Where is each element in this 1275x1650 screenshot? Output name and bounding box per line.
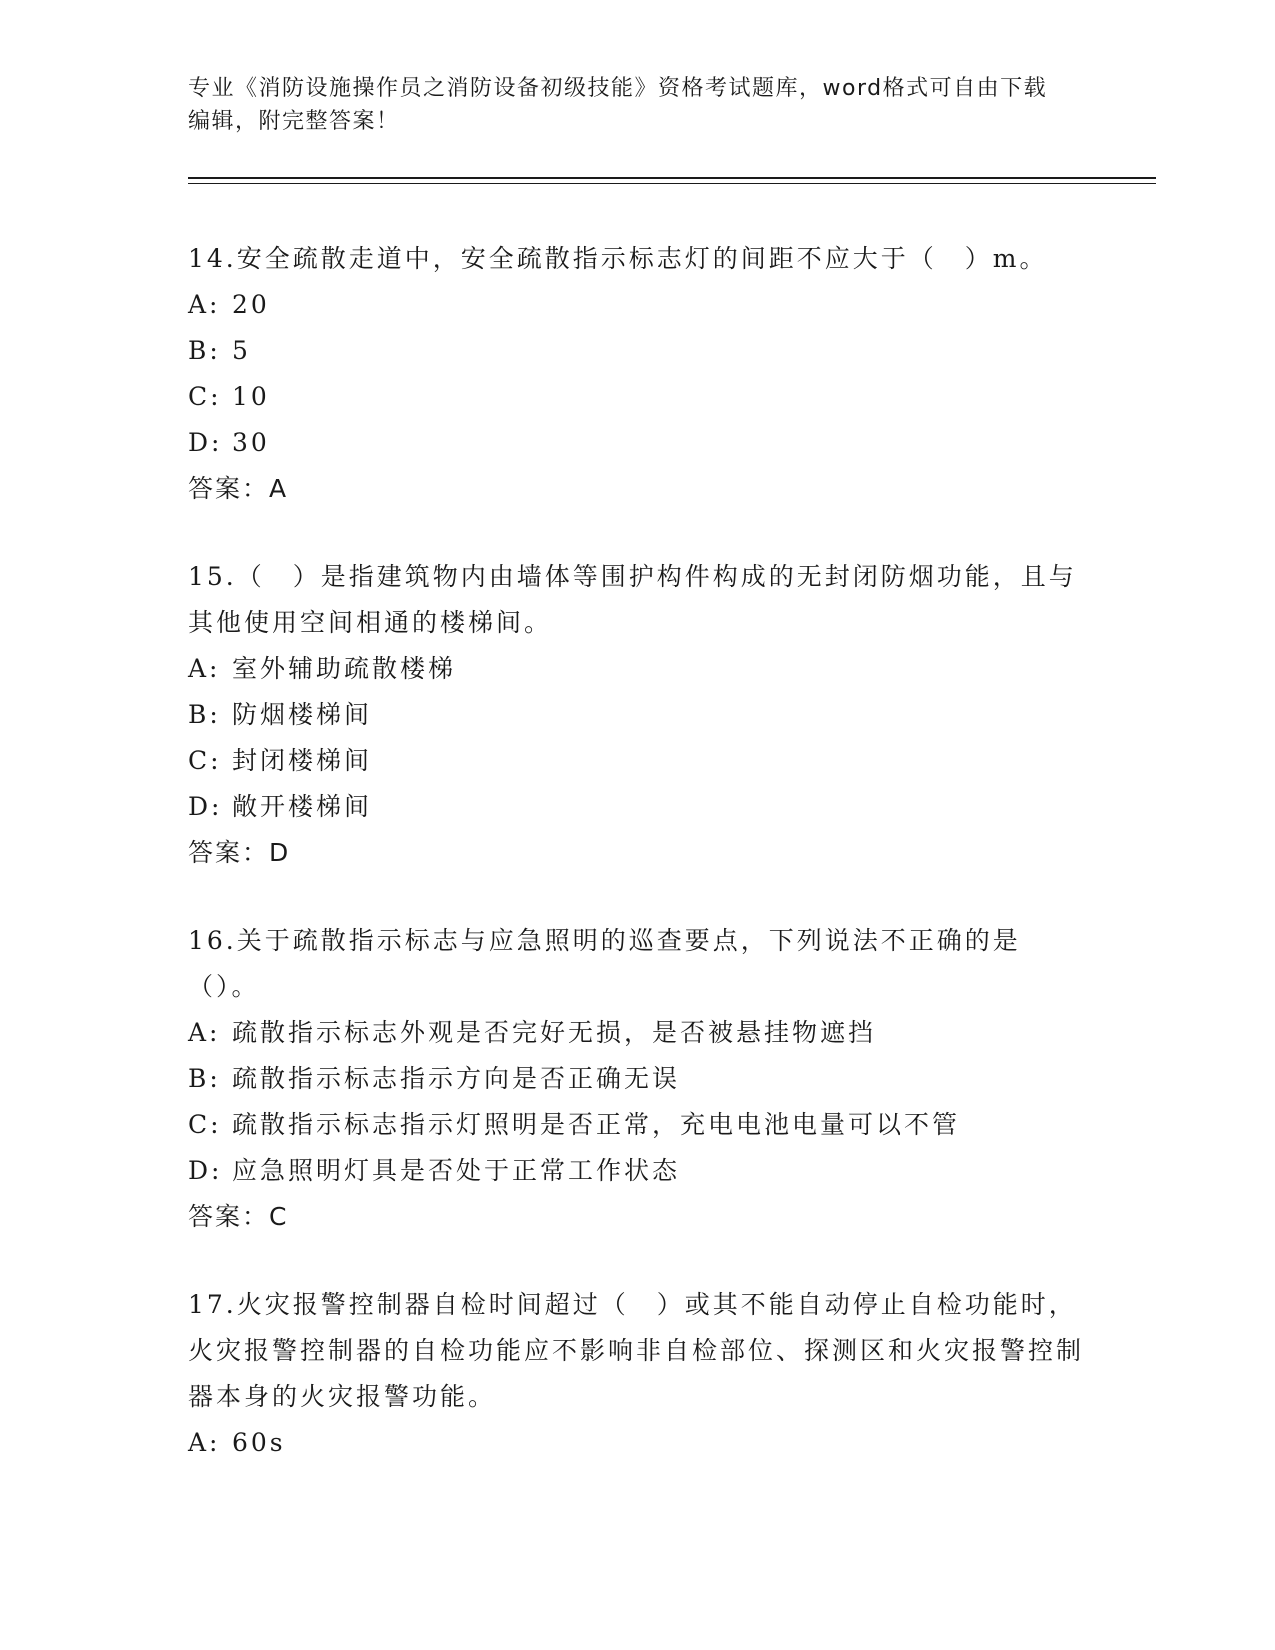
header-divider-thin (188, 183, 1156, 184)
answer-line: 答案：A (188, 474, 289, 503)
option-text: 5 (232, 336, 251, 365)
question-14 (188, 236, 1088, 512)
option-b (188, 328, 1088, 374)
option-c (188, 738, 1088, 784)
option-d (188, 420, 1088, 466)
option-text: 封闭楼梯间 (232, 746, 373, 775)
option-letter: B: (188, 1064, 221, 1093)
option-text: 10 (232, 382, 270, 411)
option-letter: D: (188, 1156, 223, 1185)
question-list (188, 236, 1088, 1508)
option-c (188, 1102, 1088, 1148)
option-letter: D: (188, 792, 223, 821)
option-a (188, 1010, 1088, 1056)
option-letter: C: (188, 1110, 222, 1139)
option-a (188, 282, 1088, 328)
question-stem: 16.关于疏散指示标志与应急照明的巡查要点，下列说法不正确的是（）。 (188, 926, 1021, 1001)
option-d (188, 1148, 1088, 1194)
option-letter: A: (188, 654, 221, 683)
question-stem: 14.安全疏散走道中，安全疏散指示标志灯的间距不应大于（ ）m。 (188, 244, 1048, 273)
option-text: 室外辅助疏散楼梯 (232, 654, 457, 683)
question-16 (188, 918, 1088, 1240)
question-15 (188, 554, 1088, 876)
answer-line: 答案：C (188, 1202, 289, 1231)
option-text: 防烟楼梯间 (232, 700, 373, 729)
question-stem: 15.（ ）是指建筑物内由墙体等围护构件构成的无封闭防烟功能，且与其他使用空间相通的楼梯间。 (188, 562, 1077, 637)
answer-line: 答案：D (188, 838, 291, 867)
option-c (188, 374, 1088, 420)
option-text: 敞开楼梯间 (232, 792, 373, 821)
header-divider-thick (188, 177, 1156, 179)
option-text: 30 (232, 428, 270, 457)
option-letter: B: (188, 700, 221, 729)
option-letter: D: (188, 428, 223, 457)
option-a (188, 1420, 1088, 1466)
option-letter: A: (188, 1428, 221, 1457)
option-letter: A: (188, 1018, 221, 1047)
option-b (188, 1056, 1088, 1102)
option-b (188, 692, 1088, 738)
option-d (188, 784, 1088, 830)
option-letter: A: (188, 290, 221, 319)
option-text: 疏散指示标志外观是否完好无损，是否被悬挂物遮挡 (232, 1018, 877, 1047)
option-text: 60s (232, 1428, 286, 1457)
option-letter: B: (188, 336, 221, 365)
question-17 (188, 1282, 1088, 1466)
option-text: 疏散指示标志指示灯照明是否正常，充电电池电量可以不管 (232, 1110, 961, 1139)
option-a (188, 646, 1088, 692)
option-text: 疏散指示标志指示方向是否正确无误 (232, 1064, 681, 1093)
option-text: 应急照明灯具是否处于正常工作状态 (232, 1156, 681, 1185)
option-letter: C: (188, 746, 222, 775)
question-stem: 17.火灾报警控制器自检时间超过（ ）或其不能自动停止自检功能时，火灾报警控制器的自检功能应不影响非自检部位、探测区和火灾报警控制器本身的火灾报警功能。 (188, 1290, 1085, 1411)
document-header: 专业《消防设施操作员之消防设备初级技能》资格考试题库，word格式可自由下载编辑，附完整答案！ (188, 76, 1048, 134)
option-text: 20 (232, 290, 270, 319)
option-letter: C: (188, 382, 222, 411)
